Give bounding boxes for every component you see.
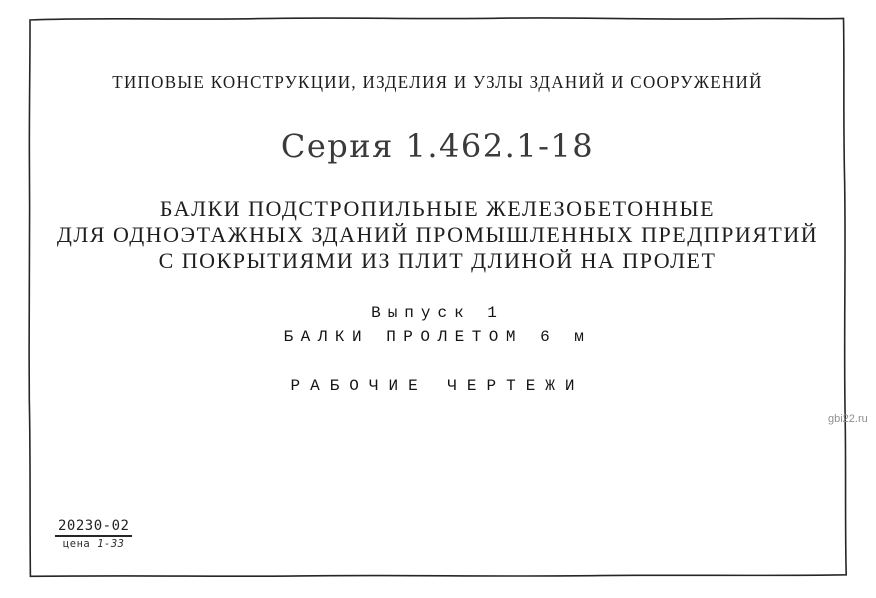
main-title-line-1: БАЛКИ ПОДСТРОПИЛЬНЫЕ ЖЕЛЕЗОБЕТОННЫЕ [159, 196, 716, 221]
main-title-block [30, 196, 845, 274]
stamp-code: 20230-02 [55, 518, 132, 537]
site-watermark: gbi22.ru [828, 413, 868, 425]
issue-label: Выпуск 1 [371, 304, 504, 322]
main-title-line-3: С ПОКРЫТИЯМИ ИЗ ПЛИТ ДЛИНОЙ НА ПРОЛЕТ [158, 248, 717, 273]
document-header: ТИПОВЫЕ КОНСТРУКЦИИ, ИЗДЕЛИЯ И УЗЛЫ ЗДАНИЙ И СООРУЖЕНИЙ [112, 72, 763, 93]
document-number-stamp [55, 515, 132, 550]
series-title: Серия 1.462.1-18 [280, 127, 595, 165]
stamp-price [55, 538, 132, 550]
price-label: цена [62, 538, 91, 550]
document-type-label: РАБОЧИЕ ЧЕРТЕЖИ [290, 377, 585, 395]
issue-subtitle: БАЛКИ ПРОЛЕТОМ 6 м [283, 328, 592, 346]
price-value: 1-33 [97, 538, 125, 550]
main-title-line-2: ДЛЯ ОДНОЭТАЖНЫХ ЗДАНИЙ ПРОМЫШЛЕННЫХ ПРЕДПРИЯТИЙ [56, 222, 819, 247]
